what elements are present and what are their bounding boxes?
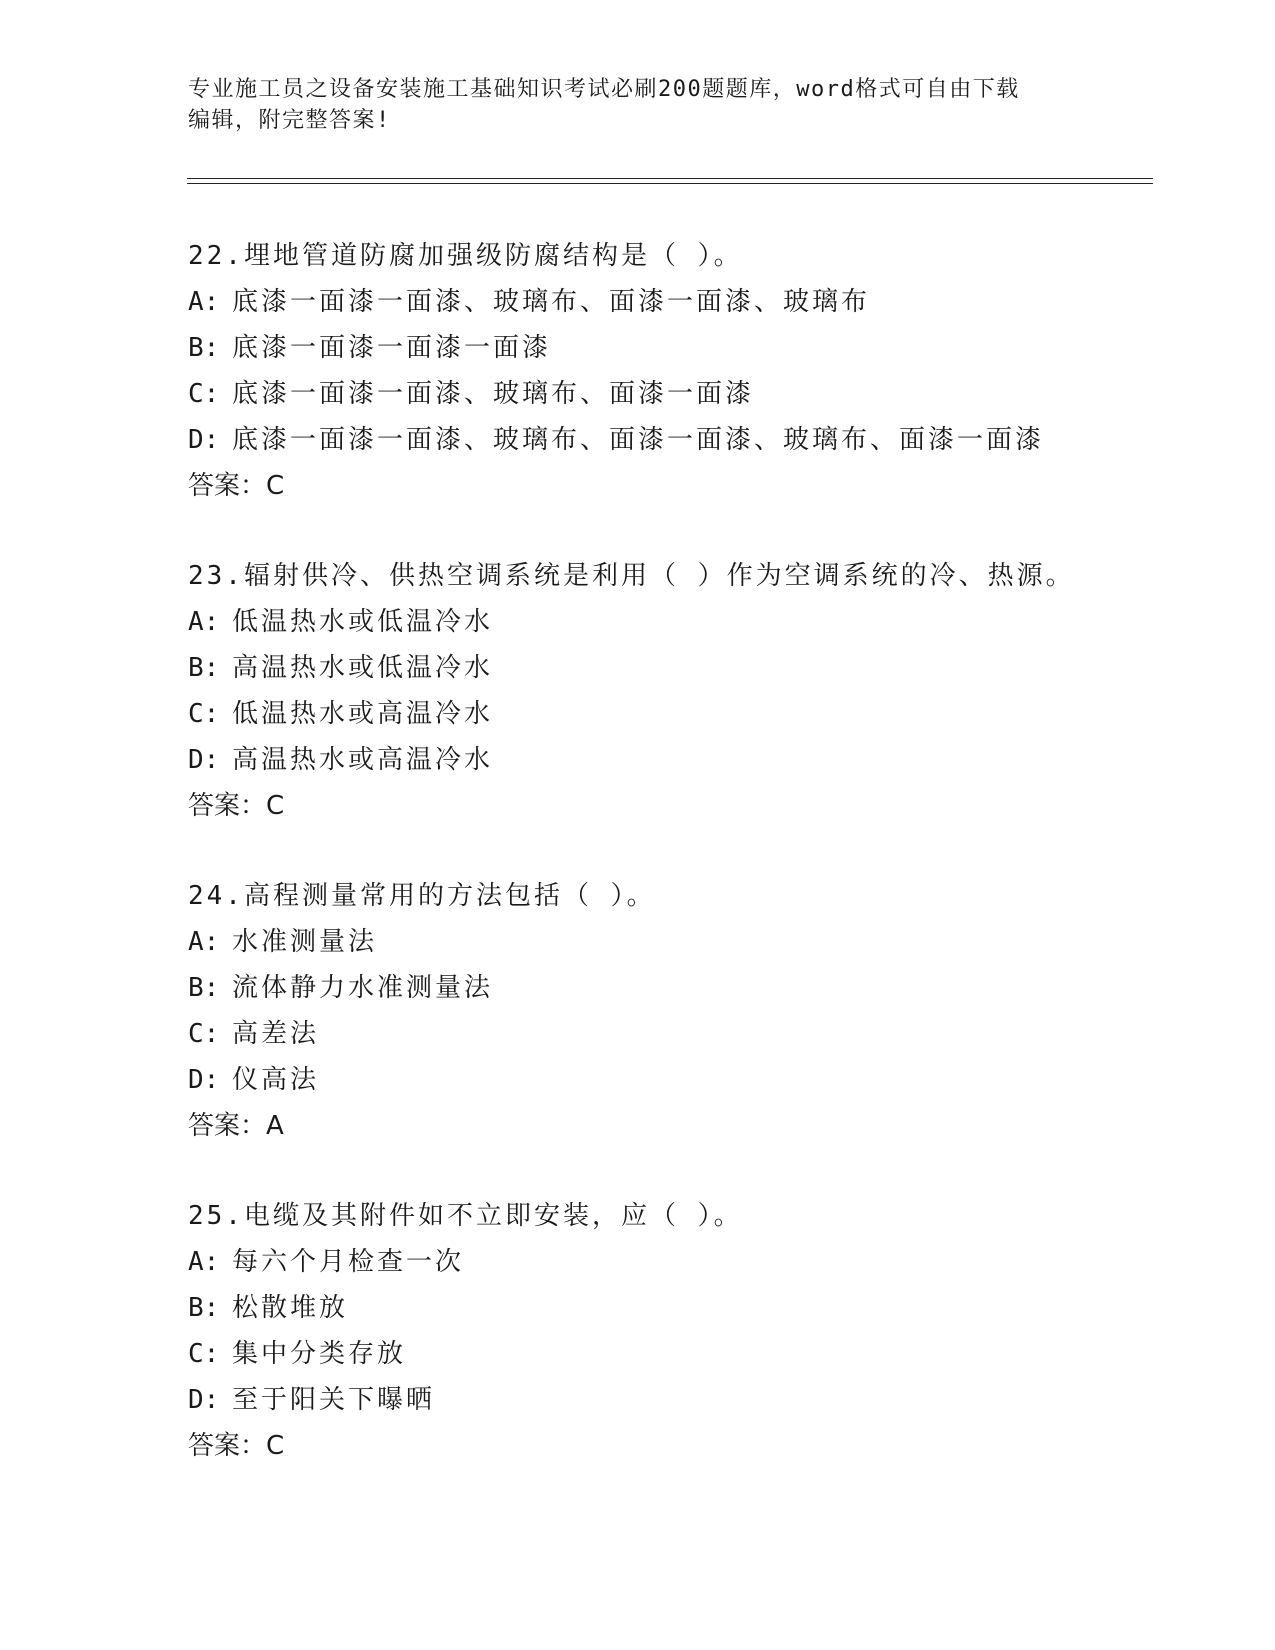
option-label: A: xyxy=(188,607,220,637)
option-b xyxy=(188,1285,1188,1331)
option-b xyxy=(188,325,1188,371)
header-divider-bottom xyxy=(187,183,1153,184)
option-label: A: xyxy=(188,927,220,957)
question-stem: 23.辐射供冷、供热空调系统是利用（ ）作为空调系统的冷、热源。 xyxy=(188,561,1075,591)
option-label: C: xyxy=(188,699,220,729)
option-text: 高温热水或低温冷水 xyxy=(232,653,494,683)
option-label: B: xyxy=(188,653,220,683)
option-text: 水准测量法 xyxy=(232,927,378,957)
option-c xyxy=(188,691,1188,737)
option-text: 低温热水或高温冷水 xyxy=(232,699,494,729)
option-text: 底漆一面漆一面漆、玻璃布、面漆一面漆、玻璃布 xyxy=(232,287,871,317)
option-a xyxy=(188,1239,1188,1285)
answer-line: 答案：C xyxy=(188,1431,285,1461)
answer-line: 答案：C xyxy=(188,791,285,821)
option-text: 松散堆放 xyxy=(232,1293,349,1323)
question-22 xyxy=(188,233,1188,553)
option-label: C: xyxy=(188,1019,220,1049)
option-d xyxy=(188,1377,1188,1423)
option-text: 集中分类存放 xyxy=(232,1339,407,1369)
option-label: A: xyxy=(188,287,220,317)
header-divider-top xyxy=(187,178,1153,179)
option-text: 每六个月检查一次 xyxy=(232,1247,465,1277)
option-text: 底漆一面漆一面漆一面漆 xyxy=(232,333,552,363)
option-label: D: xyxy=(188,1065,220,1095)
answer-line: 答案：A xyxy=(188,1111,284,1141)
option-text: 至于阳关下曝晒 xyxy=(232,1385,436,1415)
option-c xyxy=(188,371,1188,417)
question-25 xyxy=(188,1193,1188,1513)
option-label: D: xyxy=(188,1385,220,1415)
question-24 xyxy=(188,873,1188,1193)
question-23 xyxy=(188,553,1188,873)
option-text: 仪高法 xyxy=(232,1065,320,1095)
header-title-line-2: 编辑，附完整答案! xyxy=(188,108,391,133)
question-list xyxy=(188,233,1188,1513)
option-a xyxy=(188,279,1188,325)
option-text: 底漆一面漆一面漆、玻璃布、面漆一面漆 xyxy=(232,379,755,409)
option-c xyxy=(188,1331,1188,1377)
option-label: B: xyxy=(188,1293,220,1323)
option-text: 低温热水或低温冷水 xyxy=(232,607,494,637)
option-text: 底漆一面漆一面漆、玻璃布、面漆一面漆、玻璃布、面漆一面漆 xyxy=(232,425,1045,455)
document-header xyxy=(188,74,1088,136)
option-text: 高差法 xyxy=(232,1019,320,1049)
option-label: C: xyxy=(188,1339,220,1369)
option-b xyxy=(188,965,1188,1011)
option-d xyxy=(188,417,1188,463)
option-a xyxy=(188,599,1188,645)
option-label: B: xyxy=(188,333,220,363)
question-stem: 24.高程测量常用的方法包括（ ）。 xyxy=(188,881,656,911)
option-d xyxy=(188,737,1188,783)
option-c xyxy=(188,1011,1188,1057)
option-d xyxy=(188,1057,1188,1103)
option-text: 流体静力水准测量法 xyxy=(232,973,494,1003)
answer-line: 答案：C xyxy=(188,471,285,501)
option-b xyxy=(188,645,1188,691)
option-label: B: xyxy=(188,973,220,1003)
header-title-line-1: 专业施工员之设备安装施工基础知识考试必刷200题题库，word格式可自由下载 xyxy=(188,77,1020,102)
option-label: A: xyxy=(188,1247,220,1277)
option-a xyxy=(188,919,1188,965)
option-label: D: xyxy=(188,425,220,455)
option-label: C: xyxy=(188,379,220,409)
option-label: D: xyxy=(188,745,220,775)
question-stem: 25.电缆及其附件如不立即安装，应（ ）。 xyxy=(188,1201,743,1231)
question-stem: 22.埋地管道防腐加强级防腐结构是（ ）。 xyxy=(188,241,743,271)
option-text: 高温热水或高温冷水 xyxy=(232,745,494,775)
